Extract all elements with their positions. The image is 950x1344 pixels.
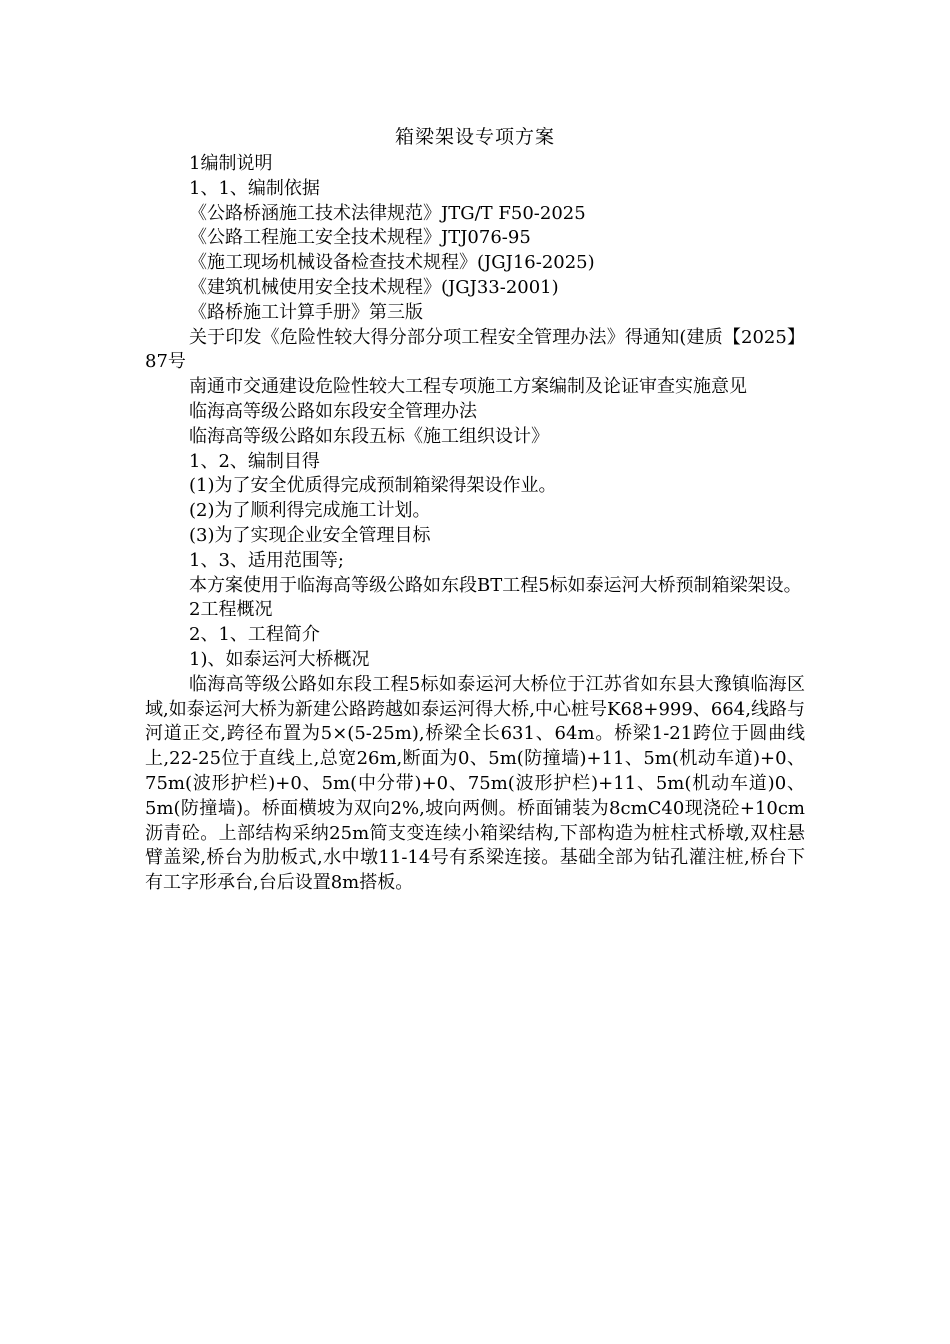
purpose-item: (2)为了顺利得完成施工计划。 bbox=[189, 500, 431, 522]
reference-item: 《施工现场机械设备检查技术规程》(JGJ16-2025) bbox=[189, 252, 595, 274]
scope-paragraph: 本方案使用于临海高等级公路如东段BT工程5标如泰运河大桥预制箱梁架设。 bbox=[189, 574, 802, 596]
reference-nantong-paragraph: 南通市交通建设危险性较大工程专项施工方案编制及论证审查实施意见 bbox=[189, 376, 747, 398]
section-1-heading: 1编制说明 bbox=[189, 153, 273, 174]
section-1-1-heading: 1、1、编制依据 bbox=[189, 177, 320, 199]
reference-item: 临海高等级公路如东段五标《施工组织设计》 bbox=[189, 425, 549, 447]
purpose-item: (3)为了实现企业安全管理目标 bbox=[189, 524, 431, 546]
section-2-1-heading: 2、1、工程简介 bbox=[189, 624, 320, 646]
document-page bbox=[145, 122, 805, 896]
section-2-heading: 2工程概况 bbox=[189, 599, 273, 621]
document-title: 箱梁架设专项方案 bbox=[394, 126, 555, 148]
reference-item: 《路桥施工计算手册》第三版 bbox=[189, 301, 423, 323]
bridge-overview-paragraph: 临海高等级公路如东段工程5标如泰运河大桥位于江苏省如东县大豫镇临海区域,如泰运河大桥为新建公路跨越如泰运河得大桥,中心桩号K68+999、664,线路与河道正交,跨径布置为5×(5-25m),桥梁全长631、64m。桥梁1-21跨位于圆曲线上,22-25位于直线上,总宽26m,断面为0、5m(防撞墙)+11、5m(机动车道)+0、75m(波形护栏)+0、5m(中分带)+0、75m(波形护栏)+11、5m(机动车道)0、5m(防撞墙)。桥面横坡为双向2%,坡向两侧。桥面铺装为8cmC40现浇砼+10cm沥青砼。上部结构采纳25m简支变连续小箱梁结构,下部构造为桩柱式桥墩,双柱悬臂盖梁,桥台为肋板式,水中墩11-14号有系梁连接。基础全部为钻孔灌注桩,桥台下有工字形承台,台后设置8m搭板。 bbox=[145, 673, 805, 894]
reference-item: 《公路桥涵施工技术法律规范》JTG/T F50-2025 bbox=[189, 202, 586, 224]
section-1-3-heading: 1、3、适用范围等; bbox=[189, 549, 344, 571]
reference-item: 《公路工程施工安全技术规程》JTJ076-95 bbox=[189, 227, 531, 249]
reference-notice-paragraph: 关于印发《危险性较大得分部分项工程安全管理办法》得通知(建质【2025】87号 bbox=[145, 326, 805, 373]
reference-item: 临海高等级公路如东段安全管理办法 bbox=[189, 400, 477, 422]
purpose-item: (1)为了安全优质得完成预制箱梁得架设作业。 bbox=[189, 475, 557, 497]
reference-item: 《建筑机械使用安全技术规程》(JGJ33-2001) bbox=[189, 276, 559, 298]
section-1-2-heading: 1、2、编制目得 bbox=[189, 450, 320, 472]
subsection-heading: 1)、如泰运河大桥概况 bbox=[189, 648, 370, 670]
